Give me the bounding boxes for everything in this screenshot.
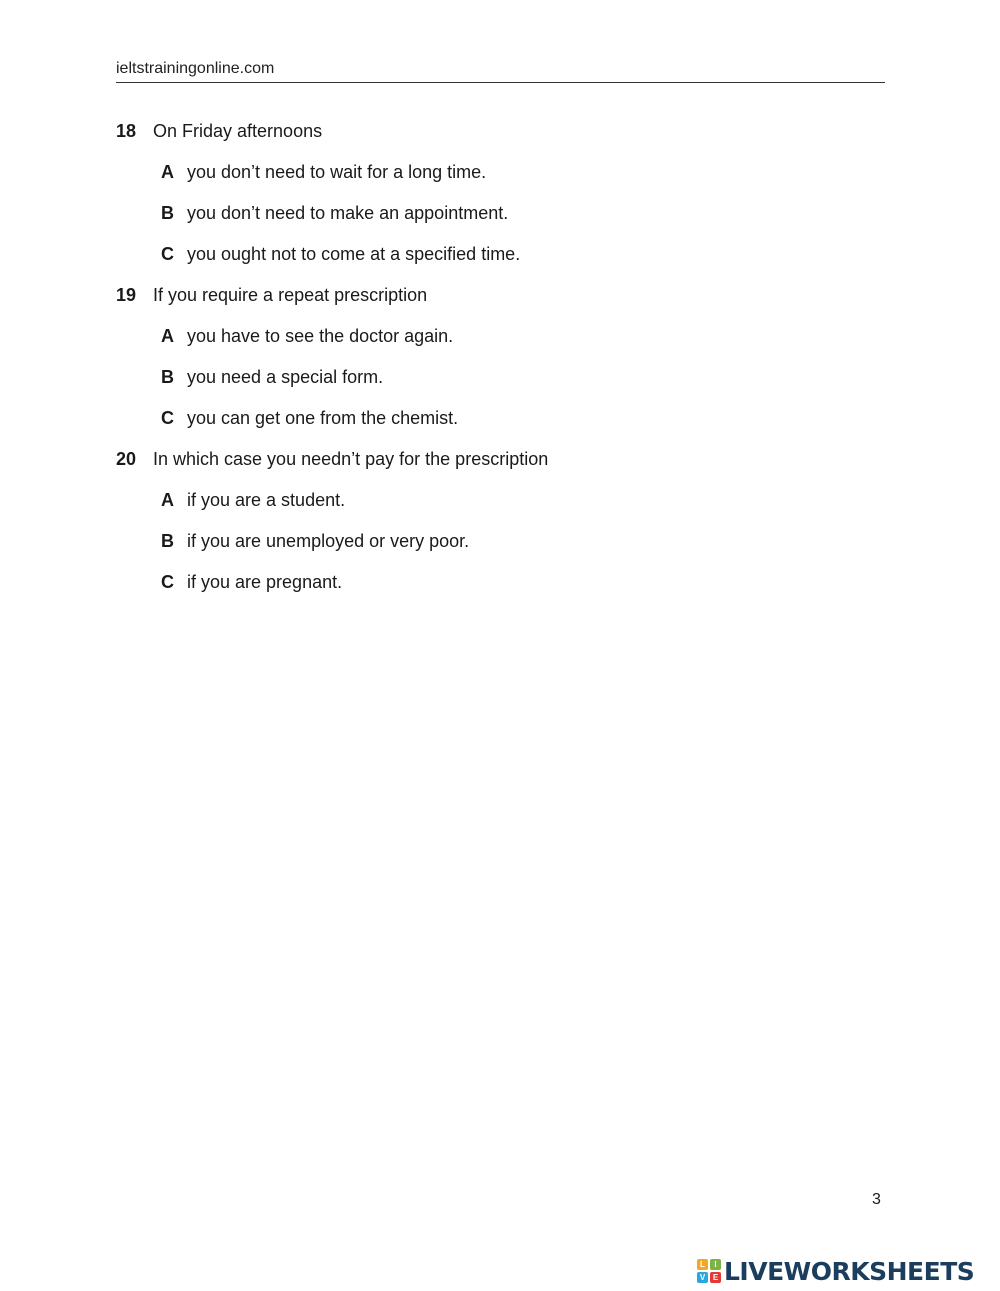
option-letter: B <box>161 531 174 551</box>
option-19-b[interactable] <box>161 364 383 390</box>
question-19 <box>116 282 427 308</box>
question-text: In which case you needn’t pay for the prescription <box>153 449 549 469</box>
site-header: ieltstrainingonline.com <box>116 60 275 77</box>
option-letter: A <box>161 162 174 182</box>
option-letter: C <box>161 572 174 592</box>
option-text: you don’t need to wait for a long time. <box>187 162 487 182</box>
option-letter: A <box>161 326 174 346</box>
page-number: 3 <box>872 1191 881 1208</box>
liveworksheets-logo[interactable] <box>697 1255 974 1287</box>
logo-cell-l: L <box>697 1259 708 1270</box>
option-18-b[interactable] <box>161 200 508 226</box>
option-letter: C <box>161 244 174 264</box>
question-text: On Friday afternoons <box>153 121 323 141</box>
question-number: 20 <box>116 449 137 469</box>
option-text: if you are unemployed or very poor. <box>187 531 470 551</box>
question-20 <box>116 446 548 472</box>
option-text: you ought not to come at a specified time. <box>187 244 521 264</box>
option-19-a[interactable] <box>161 323 453 349</box>
option-text: you don’t need to make an appointment. <box>187 203 509 223</box>
logo-cell-e: E <box>710 1272 721 1283</box>
option-text: if you are a student. <box>187 490 346 510</box>
option-text: if you are pregnant. <box>187 572 343 592</box>
option-letter: A <box>161 490 174 510</box>
question-18 <box>116 118 322 144</box>
option-20-a[interactable] <box>161 487 345 513</box>
question-text: If you require a repeat prescription <box>153 285 428 305</box>
option-letter: B <box>161 367 174 387</box>
option-18-c[interactable] <box>161 241 520 267</box>
option-19-c[interactable] <box>161 405 458 431</box>
logo-cell-i: I <box>710 1259 721 1270</box>
option-letter: B <box>161 203 174 223</box>
option-18-a[interactable] <box>161 159 486 185</box>
option-20-b[interactable] <box>161 528 469 554</box>
question-number: 18 <box>116 121 137 141</box>
question-number: 19 <box>116 285 137 305</box>
option-20-c[interactable] <box>161 569 342 595</box>
option-letter: C <box>161 408 174 428</box>
brand-name: LIVEWORKSHEETS <box>724 1256 975 1286</box>
option-text: you can get one from the chemist. <box>187 408 459 428</box>
header-divider <box>116 82 885 83</box>
option-text: you need a special form. <box>187 367 384 387</box>
logo-mark-icon <box>697 1259 721 1283</box>
option-text: you have to see the doctor again. <box>187 326 454 346</box>
logo-cell-v: V <box>697 1272 708 1283</box>
